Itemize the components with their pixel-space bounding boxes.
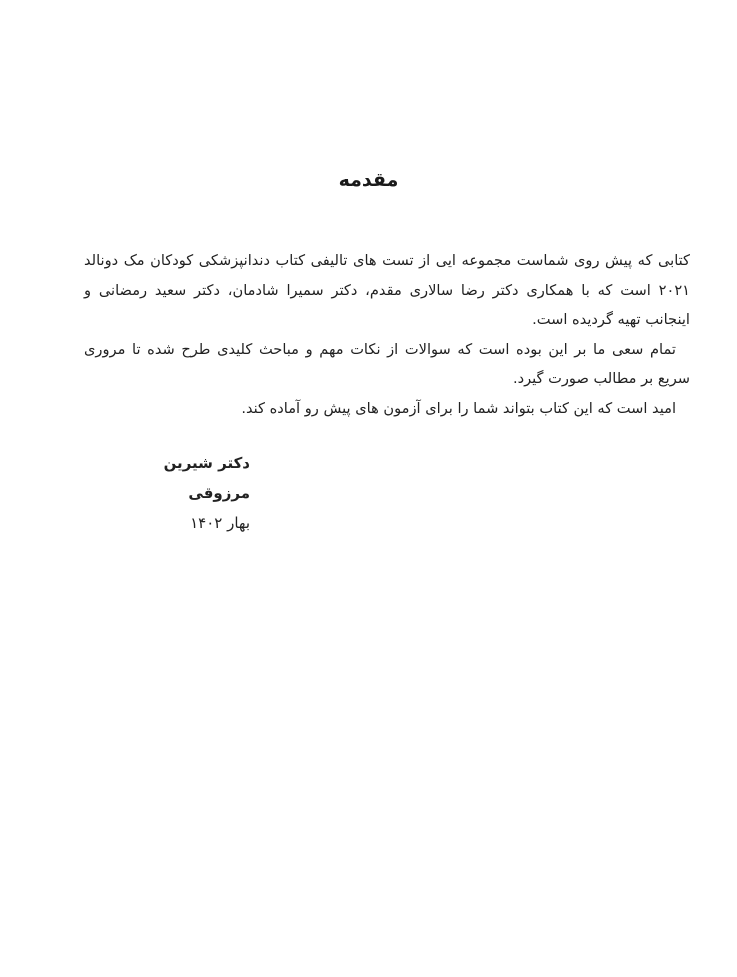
page-title: مقدمه: [338, 169, 399, 191]
signature-date: بهار ۱۴۰۲: [190, 514, 250, 532]
paragraph-purpose: تمام سعی ما بر این بوده است که سوالات از نکات مهم و مباحث کلیدی طرح شده تا مروری سریع بر مطالب صورت گیرد.: [84, 340, 690, 387]
signature-name: دکتر شیرین مرزوقی: [163, 454, 250, 502]
paragraph-hope: امید است که این کتاب بتواند شما را برای آزمون های پیش رو آماده کند.: [241, 399, 676, 417]
signature-block: [100, 448, 250, 538]
paragraph-intro: کتابی که پیش روی شماست مجموعه ایی از تست های تالیفی کتاب دندانپزشکی کودکان مک دونالد ۲۰۲۱ است که با همکاری دکتر رضا سالاری مقدم، دکتر سمیرا شادمان، دکتر سعید رمضانی و اینجانب تهیه گردیده است.: [84, 252, 690, 328]
introduction-body: [84, 246, 690, 423]
